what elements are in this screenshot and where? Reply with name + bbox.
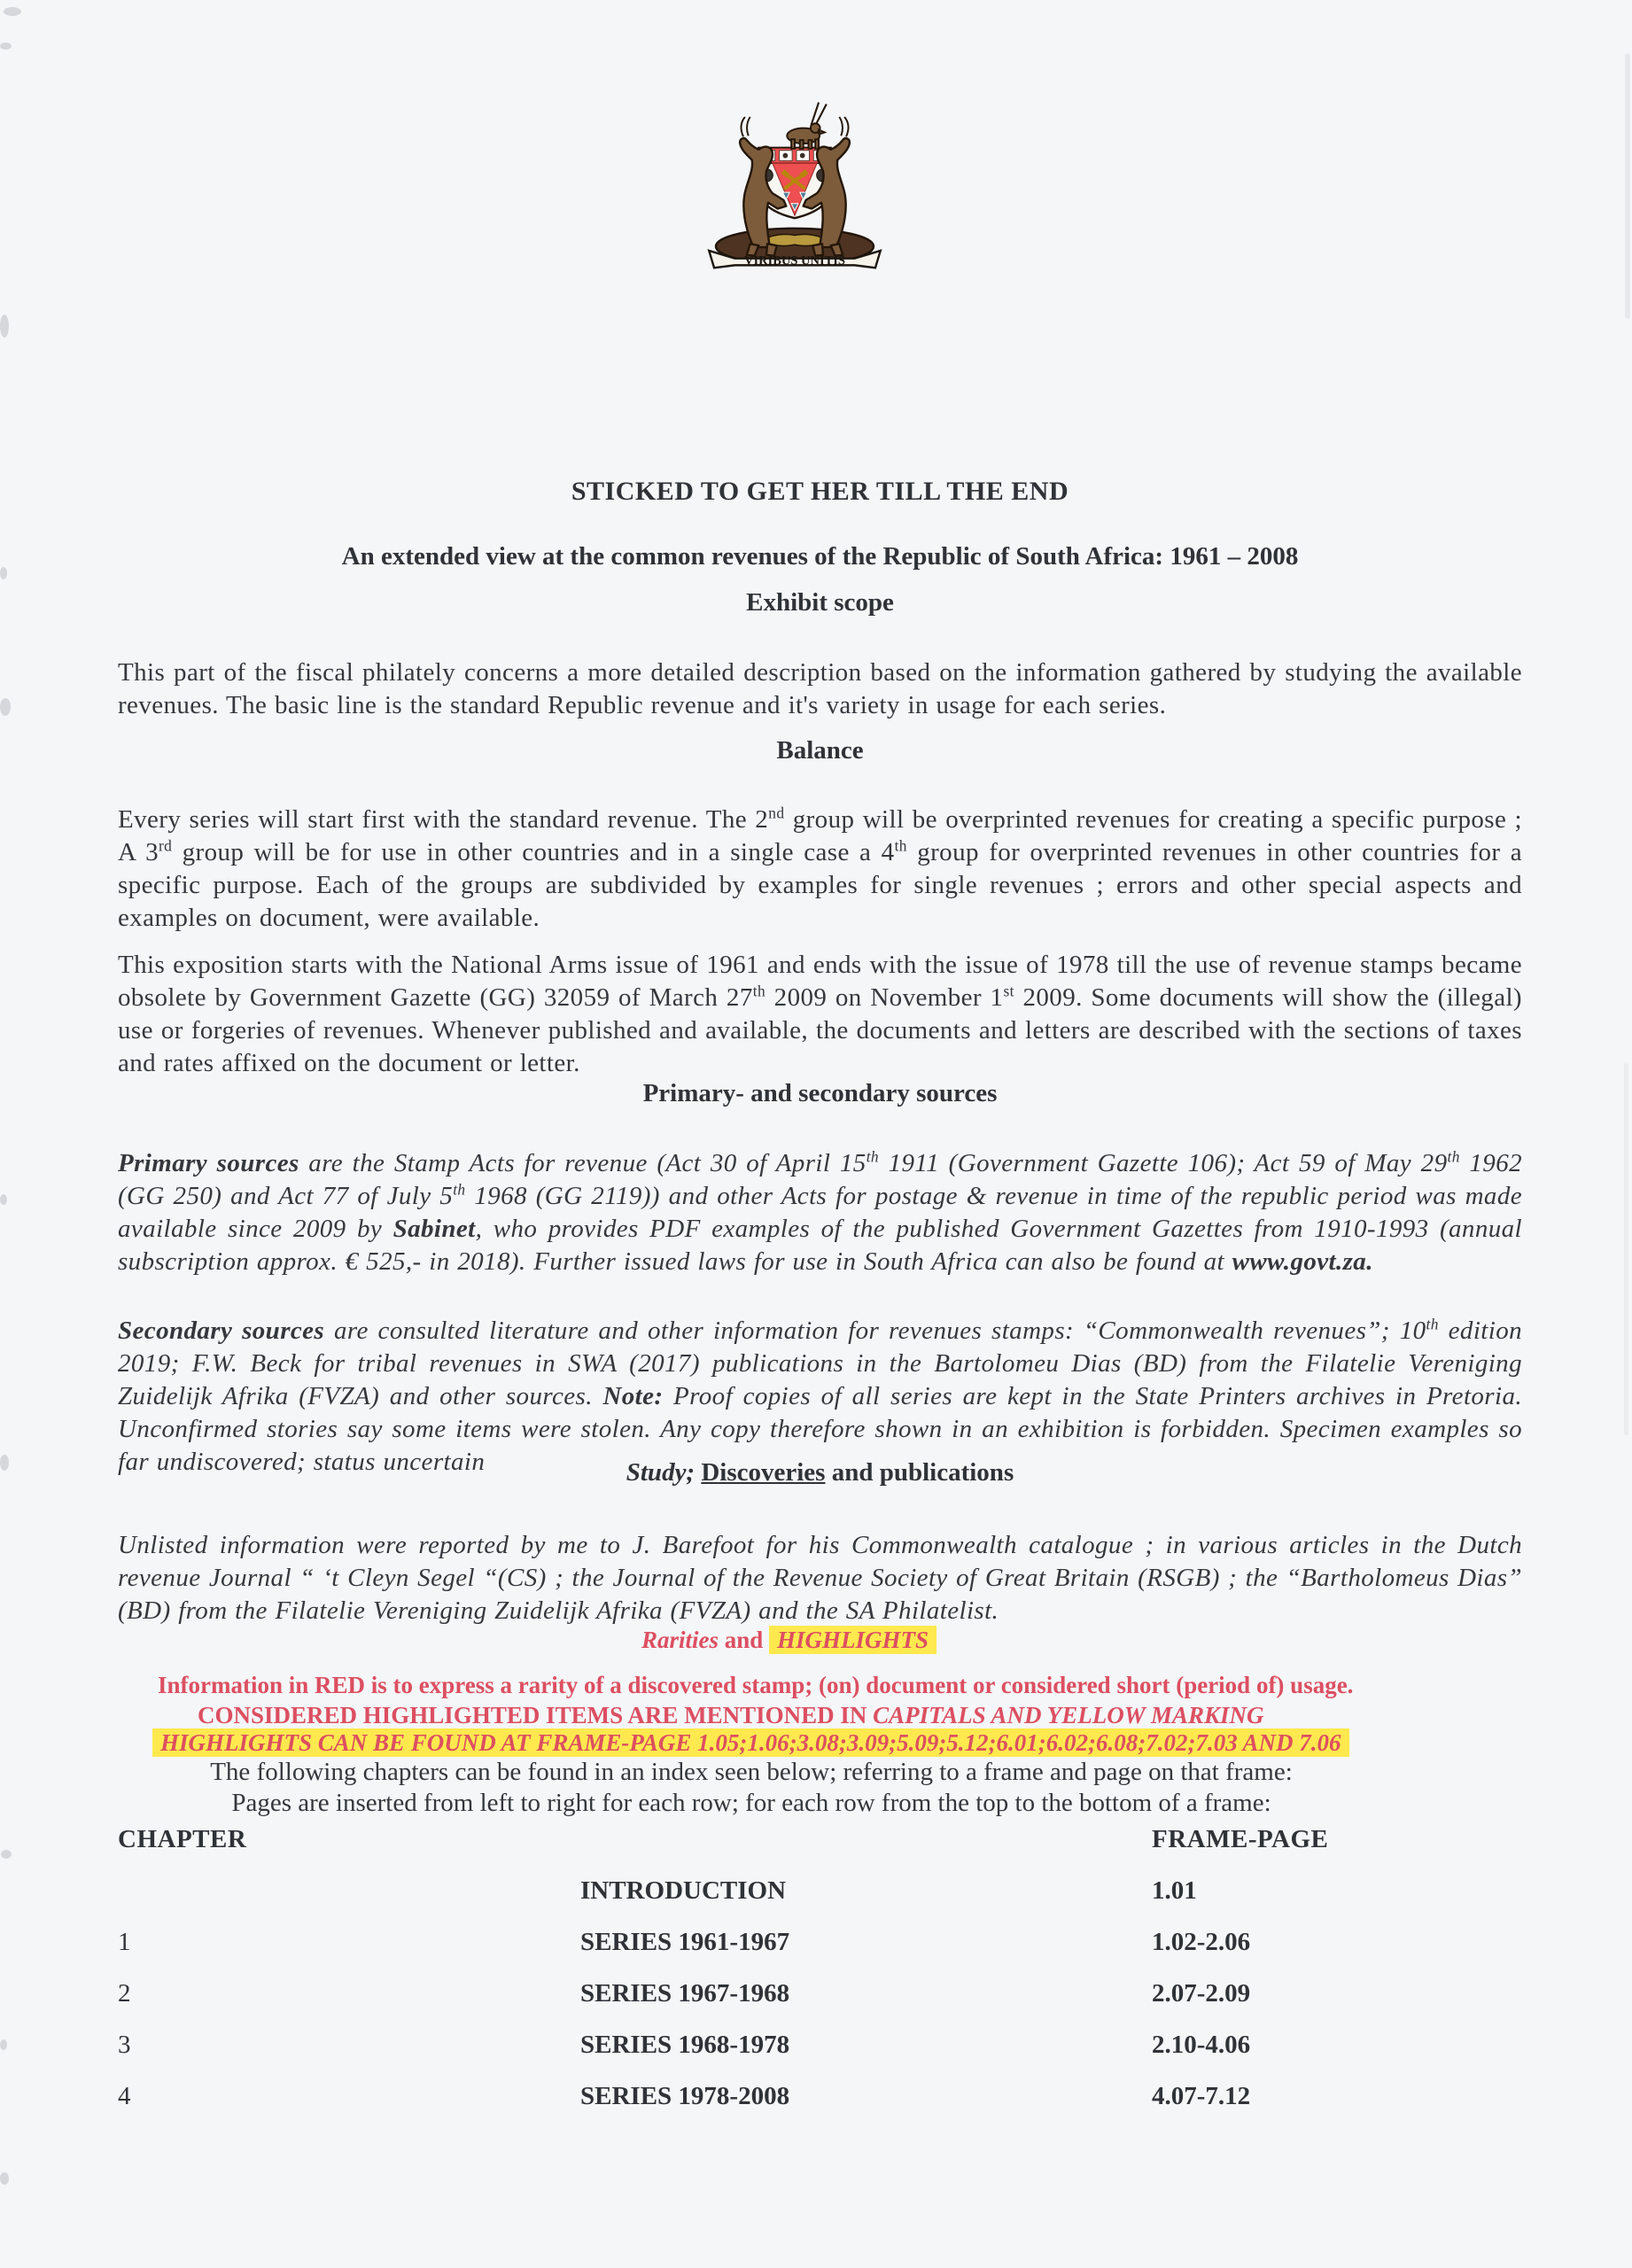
document-title: STICKED TO GET HER TILL THE END — [571, 477, 1069, 506]
heading-balance: Balance — [776, 736, 864, 765]
index-note-line-1: The following chapters can be found in an index seen below; referring to a frame and page on that frame: — [210, 1758, 1293, 1786]
document-subtitle: An extended view at the common revenues of the Republic of South Africa: 1961 – 2008 — [341, 542, 1299, 571]
coat-of-arms — [657, 91, 932, 276]
scan-artifact — [0, 1194, 7, 1205]
toc-row-chapter: 4 — [118, 2082, 131, 2110]
index-note-line-2: Pages are inserted from left to right for each row; for each row from the top to the bottom of a frame: — [231, 1789, 1271, 1817]
toc-row-page: 1.01 — [1152, 1876, 1197, 1905]
paragraph-secondary-sources: Secondary sources are consulted literature and other information for revenues stamps: “Commonwealth revenues”; 10th edition 2019; F.W. Beck for tribal revenues in SWA (2017) publications in the Bartolomeu Dias (BD) from the Filatelie Vereniging Zuidelijk Afrika (FVZA) and other sources. Note: Proof copies of all series are kept in the State Printers archives in Pretoria. Unconfirmed stories say some items were stolen. Any copy therefore shown in an exhibition is forbidden. Specimen examples so far undiscovered; status uncertain — [118, 1315, 1522, 1476]
red-notice-line-1: Information in RED is to express a rarity of a discovered stamp; (on) document or considered short (period of) usage. — [158, 1672, 1354, 1698]
scan-artifact — [0, 2172, 9, 2185]
toc-row-page: 2.10-4.06 — [1152, 2031, 1251, 2059]
paragraph-study-discoveries: Unlisted information were reported by me to J. Barefoot for his Commonwealth catalogue ; in various articles in the Dutch revenue Journal “ ‘t Cleyn Segel “(CS) ; the Journal of the Revenue Society of Great Britain (RSGB) ; the “Bartholomeus Dias” (BD) from the Filatelie Vereniging Zuidelijk Afrika (FVZA) and the SA Philatelist. — [118, 1531, 1522, 1625]
chapter-index-table — [118, 1825, 1522, 2133]
motto-text: VIRIBUS UNITIS — [743, 253, 846, 268]
toc-row-title: SERIES 1961-1967 — [580, 1928, 790, 1956]
scan-artifact — [1625, 53, 1630, 319]
toc-header-frame-page: FRAME-PAGE — [1152, 1825, 1329, 1853]
scan-artifact — [0, 43, 12, 50]
toc-row-title: SERIES 1978-2008 — [580, 2082, 790, 2110]
toc-row-page: 2.07-2.09 — [1152, 1979, 1251, 2008]
toc-row-chapter: 1 — [118, 1928, 131, 1956]
paragraph-exhibit-scope: This part of the fiscal philately concerns a more detailed description based on the information gathered by studying the available revenues. The basic line is the standard Republic revenue and it's variety in usage for each series. — [118, 658, 1522, 719]
red-notice-line-2: CONSIDERED HIGHLIGHTED ITEMS ARE MENTIONED IN CAPITALS AND YELLOW MARKING — [198, 1702, 1264, 1728]
scan-artifact — [0, 698, 11, 716]
toc-row-page: 1.02-2.06 — [1152, 1928, 1251, 1956]
heading-exhibit-scope: Exhibit scope — [746, 588, 894, 617]
scan-artifact — [1, 1850, 12, 1859]
scan-artifact — [0, 2039, 7, 2050]
oryx-crest — [787, 103, 827, 149]
paragraph-exposition: This exposition starts with the National Arms issue of 1961 and ends with the issue of 1978 till the use of revenue stamps became obsolete by Government Gazette (GG) 32059 of March 27th 2009 on November 1st 2009. Some documents will show the (illegal) use or forgeries of revenues. Whenever published and available, the documents and letters are described with the sections of taxes and rates affixed on the document or letter. — [118, 951, 1522, 1077]
red-notice-line-3-highlighted: HIGHLIGHTS CAN BE FOUND AT FRAME-PAGE 1.05;1.06;3.08;3.09;5.09;5.12;6.01;6.02;6.08;7.02;7.03 AND 7.06 — [152, 1728, 1349, 1757]
scan-artifact — [1624, 1063, 1628, 1435]
toc-row-chapter: 3 — [118, 2031, 131, 2059]
toc-row-chapter: 2 — [118, 1979, 131, 2008]
toc-header-chapter: CHAPTER — [118, 1825, 247, 1853]
heading-rarities-highlights: Rarities and HIGHLIGHTS — [118, 1627, 1460, 1654]
paragraph-primary-sources: Primary sources are the Stamp Acts for revenue (Act 30 of April 15th 1911 (Government Gazette 106); Act 59 of May 29th 1962 (GG 250) and Act 77 of July 5th 1968 (GG 2119)) and other Acts for postage & revenue in time of the republic period was made available since 2009 by Sabinet, who provides PDF examples of the published Government Gazettes from 1910-1993 (annual subscription approx. € 525,- in 2018). Further issued laws for use in South Africa can also be found at www.govt.za. — [118, 1147, 1523, 1276]
heading-primary-secondary-sources: Primary- and secondary sources — [642, 1079, 998, 1107]
scan-artifact — [0, 315, 9, 338]
coat-of-arms-graphic — [657, 91, 932, 276]
paragraph-balance: Every series will start first with the standard revenue. The 2nd group will be overprinted revenues for creating a specific purpose ; A 3rd group will be for use in other countries and in a single case a 4th group for overprinted revenues in other countries for a specific purpose. Each of the groups are subdivided by examples for single revenues ; errors and other special aspects and examples on document, were available. — [118, 804, 1523, 932]
toc-row-page: 4.07-7.12 — [1152, 2082, 1251, 2110]
scan-artifact — [4, 7, 21, 16]
toc-row-title: SERIES 1967-1968 — [580, 1979, 790, 2008]
scan-artifact — [0, 567, 7, 579]
scan-artifact — [0, 1455, 9, 1471]
toc-row-title: INTRODUCTION — [580, 1876, 787, 1905]
toc-row-chapter — [118, 1876, 580, 1928]
toc-row-title: SERIES 1968-1978 — [580, 2031, 790, 2059]
heading-study-discoveries: Study; Discoveries and publications — [626, 1458, 1014, 1487]
